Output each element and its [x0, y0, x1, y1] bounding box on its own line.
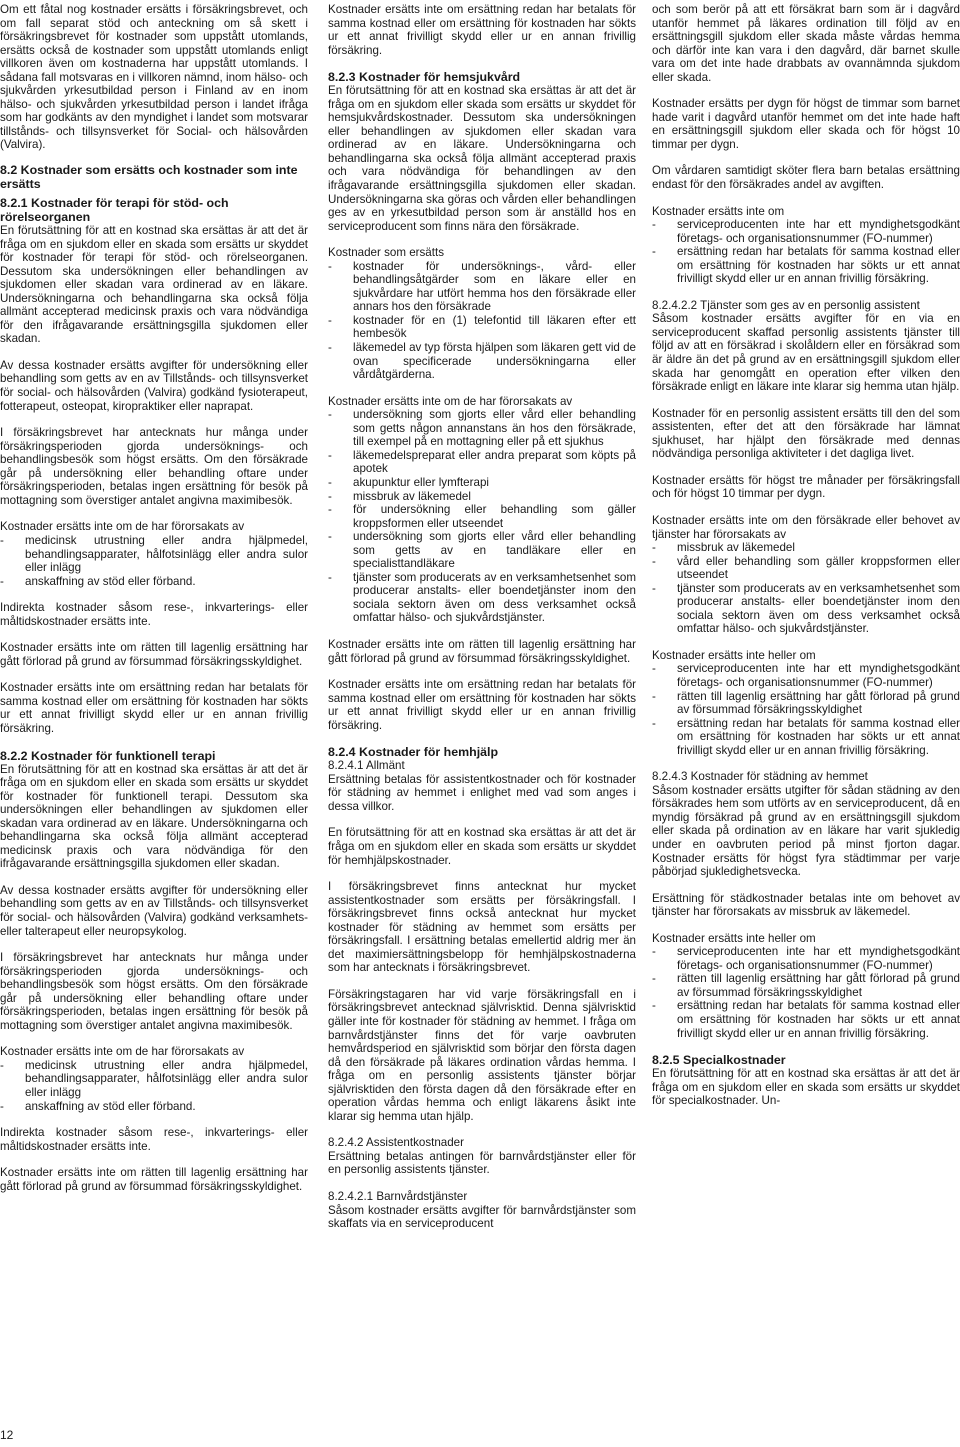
- list-item: - tjänster som producerats av en verksamhetsenhet som producerar anstalts- eller boendetjänster inom den sociala sektorn även om dess verksamhet också omfattar hälso- och sjukvårdstjänster.: [652, 582, 960, 636]
- exclusion-list: [0, 534, 308, 588]
- section-heading-8-2-5: 8.2.5 Specialkostnader: [652, 1053, 786, 1068]
- list-item: - serviceproducenten inte har ett myndighetsgodkänt företags- och organisationsnummer (FO-nummer): [652, 662, 960, 689]
- paragraph: Ersättning betalas antingen för barnvårdstjänster eller för en personlig assistents tjänster.: [328, 1149, 636, 1177]
- list-item: - rätten till lagenlig ersättning har gått förlorad på grund av försummad försäkringsskyldighet: [652, 972, 960, 999]
- list-item: - för undersökning eller behandling som gäller kroppsformen eller utseendet: [328, 503, 636, 530]
- paragraph: Kostnader ersätts inte om rätten till lagenlig ersättning har gått förlorad på grund av försummad försäkringsskyldighet.: [0, 641, 308, 668]
- paragraph: I försäkringsbrevet har antecknats hur många under försäkringsperioden gjorda undersöknings- och behandlingsbesök som högst ersätts. Om den försäkrade går på undersökning eller behandling oftare under försäkringsperioden, betalas ingen ersättning för besök på mottagning som överstiger antalet angivna maximibesök.: [0, 426, 308, 507]
- paragraph: I försäkringsbrevet finns antecknat hur mycket assistentkostnader som ersätts per försäkringsfall. I försäkringsbrevet finns också antecknat hur mycket kostnader för städning av hemmet som ersätts per försäkringsfall. I ersättning betalas emellertid aldrig mer än det maximiersättningsbelopp för hemhjälpskostnaderna som har antecknats i försäkringsbrevet.: [328, 880, 636, 975]
- list-item: - vård eller behandling som gäller kroppsformen eller utseendet: [652, 555, 960, 582]
- paragraph: och som berör på att ett försäkrat barn som är i dagvård utanför hemmet på läkares ordination till följd av en ersättningsgill sjukdom eller skada måste vårdas hemma och därför inte kan vara i den dagvård, där barnet skulle vara om det inte hade drabbats av ovannämnda sjukdom eller skada.: [652, 3, 960, 84]
- column-right: [652, 3, 960, 1121]
- list-item: - läkemedel av typ första hjälpen som läkaren gett vid de ovan specificerade undersökningarna eller vårdåtgärderna.: [328, 341, 636, 382]
- paragraph: Såsom kostnader ersätts avgifter för en via en serviceproducent skaffad personlig assistents tjänster till följd av att en försäkrad i skolåldern eller en försäkrad som är äldre än det på grund av en ersättningsgill sjukdom eller skada har genomgått en operation efter vilken den försäkrade enligt en läkare inte klarar sig hemma utan hjälp.: [652, 312, 960, 394]
- paragraph: Kostnader som ersätts: [328, 246, 444, 260]
- exclusion-list: [652, 218, 960, 286]
- list-item: - undersökning som gjorts eller vård eller behandling som getts någon annanstans än hos den försäkrade, till exempel på en mottagning eller på ett sjukhus: [328, 408, 636, 449]
- paragraph: Försäkringstagaren har vid varje försäkringsfall en i försäkringsbrevet antecknad självrisktid. Denna självrisktid gäller inte för kostnader för städning av hemmet. I fråga om barnvårdstjänster finns det för varje oavbruten hemvårdsperiod en självrisktid som börjar den första dagen då den försäkrade på läkares ordination vårdas hemma. I fråga om en personlig assistents tjänster börjar självrisktiden den första dagen då den försäkrade efter en operation vårdas hemma och enligt läkarens åsikt inte klarar sig hemma utan hjälp.: [328, 987, 636, 1123]
- covered-costs-list: [328, 260, 636, 382]
- list-item: - ersättning redan har betalats för samma kostnad eller om ersättning för kostnaden har sökts ur ett annat frivilligt skydd eller ur en annan frivillig försäkring.: [652, 245, 960, 286]
- list-item: - missbruk av läkemedel: [652, 541, 960, 555]
- paragraph: Kostnader ersätts inte om rätten till lagenlig ersättning har gått förlorad på grund av försummad försäkringsskyldighet.: [328, 637, 636, 665]
- list-item: - ersättning redan har betalats för samma kostnad eller om ersättning för kostnaden har sökts ur ett annat frivilligt skydd eller ur en annan frivillig försäkring.: [652, 999, 960, 1040]
- paragraph: En förutsättning för att en kostnad ska ersättas är att det är fråga om en sjukdom eller en skada som ersätts ur skyddet för hemhjälpskostnader.: [328, 826, 636, 867]
- section-heading-8-2-4: 8.2.4 Kostnader för hemhjälp: [328, 745, 499, 760]
- subheading-8-2-4-3: 8.2.4.3 Kostnader för städning av hemmet: [652, 770, 868, 784]
- paragraph: Såsom kostnader ersätts avgifter för barnvårdstjänster som skaffats via en serviceproducent: [328, 1203, 636, 1231]
- column-left: [0, 3, 308, 1206]
- list-item: - serviceproducenten inte har ett myndighetsgodkänt företags- och organisationsnummer (FO-nummer): [652, 945, 960, 972]
- paragraph: En förutsättning för att en kostnad ska ersättas är att det är fråga om en sjukdom eller skada som ersätts ur skyddet för hemsjukvårdskostnader. Dessutom ska undersökningen eller behandlingen av sjukdomen eller skadan vara ordinerad av en läkare. Undersökningarna och behandlingarna ska också följa allmänt accepterad praxis och vara nödvändiga för behandlingen av den ifrågavarande ersättningsgilla sjukdomen eller skadan. Undersökningarna ska göras och vården eller behandlingen ges av en yrkesutbildad person som är anställd hos en serviceproducent som finns nära den försäkrade.: [328, 84, 636, 233]
- paragraph: Om vårdaren samtidigt sköter flera barn betalas ersättning endast för den försäkrades andel av avgiften.: [652, 164, 960, 192]
- paragraph: Kostnader ersätts för högst tre månader per försäkringsfall och för högst 10 timmar per dygn.: [652, 473, 960, 501]
- list-item: - ersättning redan har betalats för samma kostnad eller om ersättning för kostnaden har sökts ur ett annat frivilligt skydd eller ur en annan frivillig försäkring.: [652, 717, 960, 758]
- intro-paragraph: Om ett fåtal nog kostnader ersätts i försäkringsbrevet, och om fall separat stöd och anteckning om så skett i försäkringsbrevet för kostnader som uppstått utomlands, ersätts också de kostnader som uppstått utomlands enligt villkoren även om kostnaderna har uppstått utomlands. I sådana fall motsvaras en i villkoren nämnd, inom hälso- och sjukvården yrkesutbildad person i Finland av en inom hälso- och sjukvården yrkesutbildad person i landet ifråga som har godkänts av den myndighet i landet som motsvarar tillstånds- och tillsynsverket för Social- och hälsovården (Valvira).: [0, 3, 308, 152]
- paragraph: Kostnader ersätts inte om ersättning redan har betalats för samma kostnad eller om ersättning för kostnaden har sökts ur ett annat frivilligt skydd eller ur en annan frivillig försäkring.: [0, 681, 308, 735]
- subheading-8-2-4-1: 8.2.4.1 Allmänt: [328, 759, 405, 773]
- list-item: - kostnader för undersöknings-, vård- eller behandlingsåtgärder som en läkare eller en sjukvårdare har utfört hemma hos den försäkrade eller annars hos den försäkrade: [328, 260, 636, 314]
- paragraph: Såsom kostnader ersätts utgifter för sådan städning av den försäkrades hem som utförts av en serviceproducent, då en myndig försäkrad på grund av en ersättningsgill sjukdom eller skada på ordination av en läkare har varit sjukledig under en oavbruten period på minst fjorton dagar. Kostnader ersätts för högst fyra städtimmar per varje påbörjad sjukledighetsvecka.: [652, 783, 960, 879]
- list-item: - missbruk av läkemedel: [328, 490, 636, 504]
- exclusion-list: [652, 541, 960, 636]
- paragraph: Kostnader för en personlig assistent ersätts till den del som assistenten, efter det att den försäkrade har lämnat sjukhuset, har hjälpt den försäkrade med dennas nödvändiga personliga aktiviteter i det dagliga livet.: [652, 406, 960, 461]
- list-item: - akupunktur eller lymfterapi: [328, 476, 636, 490]
- paragraph: Kostnader ersätts inte om de har förorsakats av: [0, 520, 245, 534]
- section-heading-8-2: 8.2 Kostnader som ersätts och kostnader som inte ersätts: [0, 163, 298, 192]
- column-middle: [328, 3, 636, 1244]
- paragraph: Kostnader ersätts inte om ersättning redan har betalats för samma kostnad eller om ersättning för kostnaden har sökts ur ett annat frivilligt skydd eller ur en annan frivillig försäkring.: [328, 678, 636, 732]
- exclusion-list: [328, 408, 636, 625]
- paragraph: Av dessa kostnader ersätts avgifter för undersökning eller behandling som getts av en av Tillstånds- och tillsynsverket för social- och hälsovården (Valvira) godkänd verksamhets- eller talterapeut eller neuropsykolog.: [0, 883, 308, 938]
- exclusion-list: [652, 945, 960, 1040]
- list-item: - undersökning som gjorts eller vård eller behandling som getts av en tandläkare eller en specialisttandläkare: [328, 530, 636, 571]
- list-item: - anskaffning av stöd eller förband.: [0, 575, 308, 589]
- paragraph: Kostnader ersätts inte om den försäkrade eller behovet av tjänster har förorsakats av: [652, 513, 960, 541]
- list-item: - serviceproducenten inte har ett myndighetsgodkänt företags- och organisationsnummer (FO-nummer): [652, 218, 960, 245]
- list-item: - medicinsk utrustning eller andra hjälpmedel, behandlingsapparater, hålfotsinlägg eller andra sulor eller inlägg: [0, 534, 308, 575]
- list-item: - tjänster som producerats av en verksamhetsenhet som producerar anstalts- eller boendetjänster inom den sociala sektorn även om dess verksamhet också omfattar hälso- och sjukvårdstjänster.: [328, 571, 636, 625]
- paragraph: Kostnader ersätts inte om de har förorsakats av: [328, 394, 573, 408]
- subheading-8-2-4-2: 8.2.4.2 Assistentkostnader: [328, 1136, 464, 1150]
- paragraph: I försäkringsbrevet har antecknats hur många under försäkringsperioden gjorda undersöknings- och behandlingsbesök som högst ersätts. Om den försäkrade går på undersökning eller behandling oftare under försäkringsperioden, betalas ingen ersättning för besök på mottagning som överstiger antalet angivna maximibesök.: [0, 951, 308, 1032]
- paragraph: Kostnader ersätts inte om ersättning redan har betalats för samma kostnad eller om ersättning för kostnaden har sökts ur ett annat frivilligt skydd eller ur en annan frivillig försäkring.: [328, 3, 636, 57]
- paragraph: En förutsättning för att en kostnad ska ersättas är att det är fråga om en sjukdom eller en skada som ersätts ur skyddet för kostnader för terapi för stöd- och rörelseorganen. Dessutom ska undersökningen eller behandlingen av sjukdomen eller skadan vara ordinerad av en läkare. Undersökningarna och behandlingarna ska också följa allmänt accepterad medicinsk praxis och vara nödvändiga för den ifrågavarande ersättningsgilla sjukdomen eller skadan.: [0, 224, 308, 346]
- subheading-8-2-4-2-2: 8.2.4.2.2 Tjänster som ges av en personlig assistent: [652, 298, 920, 312]
- list-item: - medicinsk utrustning eller andra hjälpmedel, behandlingsapparater, hålfotsinlägg eller andra sulor eller inlägg: [0, 1059, 308, 1100]
- paragraph: Kostnader ersätts inte om: [652, 204, 785, 218]
- paragraph: Ersättning för städkostnader betalas inte om behovet av tjänster har förorsakats av missbruk av läkemedel.: [652, 891, 960, 919]
- paragraph: Indirekta kostnader såsom rese-, inkvarterings- eller måltidskostnader ersätts inte.: [0, 601, 308, 628]
- paragraph: Kostnader ersätts inte om rätten till lagenlig ersättning har gått förlorad på grund av försummad försäkringsskyldighet.: [0, 1166, 308, 1193]
- paragraph: Kostnader ersätts inte heller om: [652, 648, 816, 662]
- exclusion-list: [0, 1059, 308, 1113]
- paragraph: Av dessa kostnader ersätts avgifter för undersökning eller behandling som getts av en av Tillstånds- och tillsynsverket för social- och hälsovården (Valvira) godkänd fysioterapeut, fotterapeut, osteopat, kiropraktiker eller naprapat.: [0, 358, 308, 413]
- list-item: - anskaffning av stöd eller förband.: [0, 1100, 308, 1114]
- paragraph: En förutsättning för att en kostnad ska ersättas är att det är fråga om en sjukdom eller en skada som ersätts ur skyddet för specialkostnader. Un-: [652, 1067, 960, 1108]
- paragraph: Kostnader ersätts inte om de har förorsakats av: [0, 1045, 245, 1059]
- paragraph: Kostnader ersätts inte heller om: [652, 931, 816, 945]
- section-heading-8-2-1: 8.2.1 Kostnader för terapi för stöd- och rörelseorganen: [0, 196, 229, 225]
- exclusion-list: [652, 662, 960, 757]
- paragraph: En förutsättning för att en kostnad ska ersättas är att det är fråga om en sjukdom eller en skada som ersätts ur skyddet för kostnader för funktionell terapi. Dessutom ska undersökningen eller behandlingen av sjukdomen eller skadan vara ordinerad av en läkare. Undersökningarna och behandlingarna ska också följa allmänt accepterad medicinsk praxis och vara nödvändiga för den ifrågavarande ersättningsgilla sjukdomen eller skadan.: [0, 762, 308, 871]
- section-heading-8-2-3: 8.2.3 Kostnader för hemsjukvård: [328, 70, 521, 85]
- list-item: - rätten till lagenlig ersättning har gått förlorad på grund av försummad försäkringsskyldighet: [652, 690, 960, 717]
- page-number: 12: [0, 1428, 14, 1442]
- paragraph: Ersättning betalas för assistentkostnader och för kostnader för städning av hemmet i enlighet med vad som anges i dessa villkor.: [328, 772, 636, 813]
- subheading-8-2-4-2-1: 8.2.4.2.1 Barnvårdstjänster: [328, 1190, 468, 1204]
- section-heading-8-2-2: 8.2.2 Kostnader för funktionell terapi: [0, 748, 216, 763]
- list-item: - läkemedelspreparat eller andra preparat som köpts på apotek: [328, 449, 636, 476]
- paragraph: Indirekta kostnader såsom rese-, inkvarterings- eller måltidskostnader ersätts inte.: [0, 1126, 308, 1153]
- paragraph: Kostnader ersätts per dygn för högst de timmar som barnet hade varit i dagvård utanför hemmet om det inte hade haft en ersättningsgill sjukdom eller skada och för högst 10 timmar per dygn.: [652, 97, 960, 151]
- list-item: - kostnader för en (1) telefontid till läkaren efter ett hembesök: [328, 314, 636, 341]
